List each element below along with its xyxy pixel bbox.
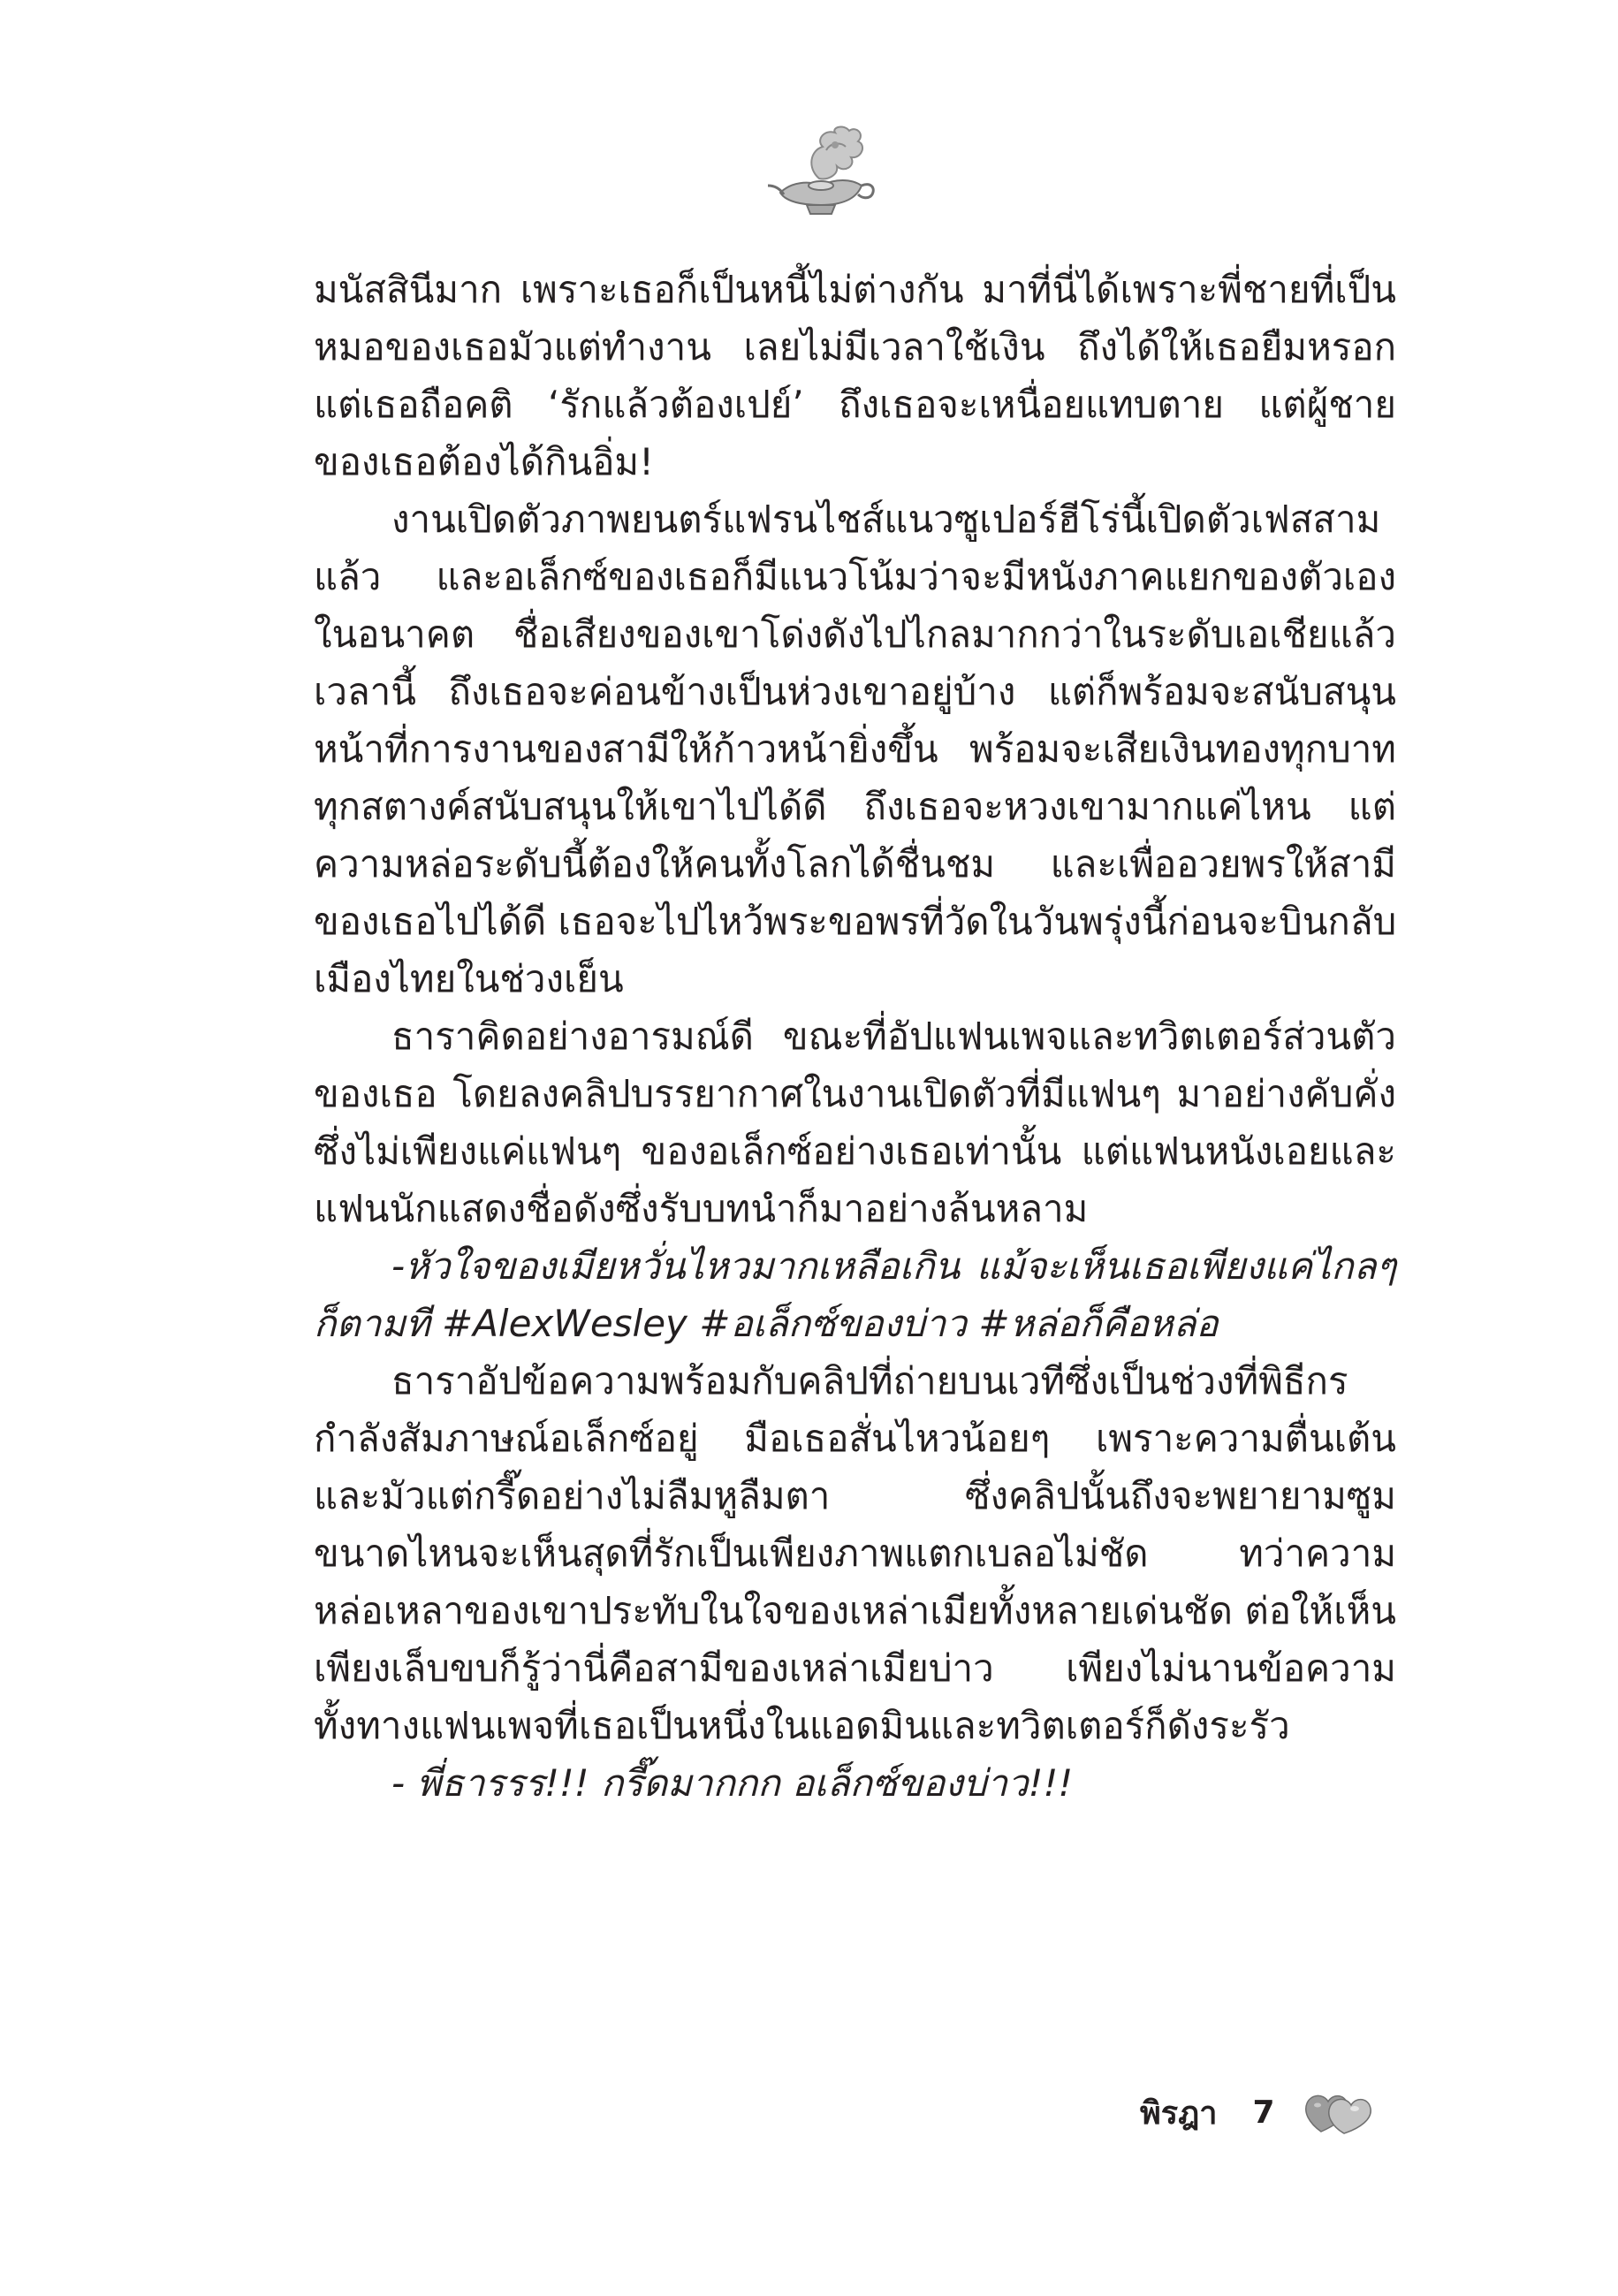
text-line: หล่อเหลาของเขาประทับในใจของเหล่าเมียทั้งหลายเด่นชัด ต่อให้เห็น [314,1589,1396,1632]
text-line: เพียงเล็บขบก็รู้ว่านี่คือสามีของเหล่าเมียบ่าว เพียงไม่นานข้อความ [314,1646,1396,1690]
text-line: ของเธอ โดยลงคลิปบรรยากาศในงานเปิดตัวที่มีแฟนๆ มาอย่างคับคั่ง [314,1072,1396,1115]
post-text-line: -หัวใจของเมียหวั่นไหวมากเหลือเกิน แม้จะเห็นเธอเพียงแค่ไกลๆ [391,1244,1396,1288]
text-line: หมอของเธอมัวแต่ทำงาน เลยไม่มีเวลาใช้เงิน ถึงได้ให้เธอยืมหรอก [314,325,1396,369]
text-line: ของเธอต้องได้กินอิ่ม! [314,440,654,483]
post-text-line: - พี่ธารรร!!! กรี๊ดมากกก อเล็กซ์ของบ่าว!!! [391,1761,1074,1805]
hearts-icon [1302,2086,1372,2139]
text-line: ขนาดไหนจะเห็นสุดที่รักเป็นเพียงภาพแตกเบลอไม่ชัด ทว่าความ [314,1532,1396,1575]
text-line: หน้าที่การงานของสามีให้ก้าวหน้ายิ่งขึ้น พร้อมจะเสียเงินทองทุกบาท [314,727,1396,771]
page-footer [1140,2077,1372,2148]
text-line: ธาราอัปข้อความพร้อมกับคลิปที่ถ่ายบนเวทีซึ่งเป็นช่วงที่พิธีกร [391,1359,1348,1403]
text-line: กำลังสัมภาษณ์อเล็กซ์อยู่ มือเธอสั่นไหวน้อยๆ เพราะความตื่นเต้น [314,1417,1396,1460]
text-line: ซึ่งไม่เพียงแค่แฟนๆ ของอเล็กซ์อย่างเธอเท่านั้น แต่แฟนหนังเอยและ [314,1129,1396,1173]
page-number: 7 [1252,2094,1275,2131]
text-line: ธาราคิดอย่างอารมณ์ดี ขณะที่อัปแฟนเพจและทวิตเตอร์ส่วนตัว [391,1015,1396,1058]
text-line: ในอนาคต ชื่อเสียงของเขาโด่งดังไปไกลมากกว่าในระดับเอเชียแล้ว [314,612,1396,656]
text-line: ความหล่อระดับนี้ต้องให้คนทั้งโลกได้ชื่นชม และเพื่ออวยพรให้สามี [314,842,1396,886]
text-line: ทุกสตางค์สนับสนุนให้เขาไปได้ดี ถึงเธอจะหวงเขามากแค่ไหน แต่ [314,785,1396,828]
author-name: พิรฎา [1140,2095,1218,2132]
text-line: มนัสสินีมาก เพราะเธอก็เป็นหนี้ไม่ต่างกัน มาที่นี่ได้เพราะพี่ชายที่เป็น [314,268,1396,311]
text-line: แต่เธอถือคติ ‘รักแล้วต้องเปย์’ ถึงเธอจะเหนื่อยแทบตาย แต่ผู้ชาย [314,383,1396,426]
text-line: แล้ว และอเล็กซ์ของเธอก็มีแนวโน้มว่าจะมีหนังภาคแยกของตัวเอง [314,555,1396,598]
text-line: งานเปิดตัวภาพยนตร์แฟรนไชส์แนวซูเปอร์ฮีโร่นี้เปิดตัวเฟสสาม [391,498,1381,541]
text-line: ของเธอไปได้ดี เธอจะไปไหว้พระขอพรที่วัดในวันพรุ่งนี้ก่อนจะบินกลับ [314,900,1397,943]
text-line: เมืองไทยในช่วงเย็น [314,957,624,1000]
text-line: เวลานี้ ถึงเธอจะค่อนข้างเป็นห่วงเขาอยู่บ้าง แต่ก็พร้อมจะสนับสนุน [314,670,1396,713]
text-line: และมัวแต่กรี๊ดอย่างไม่ลืมหูลืมตา ซึ่งคลิปนั้นถึงจะพยายามซูม [314,1474,1396,1517]
text-line: ทั้งทางแฟนเพจที่เธอเป็นหนึ่งในแอดมินและทวิตเตอร์ก็ดังระรัว [314,1704,1290,1747]
text-line: แฟนนักแสดงชื่อดังซึ่งรับบทนำก็มาอย่างล้นหลาม [314,1187,1089,1230]
body-text [314,261,1396,1812]
post-text-line: ก็ตามที #AlexWesley #อเล็กซ์ของบ่าว #หล่อก็คือหล่อ [314,1302,1219,1345]
genie-lamp-icon [764,124,879,221]
